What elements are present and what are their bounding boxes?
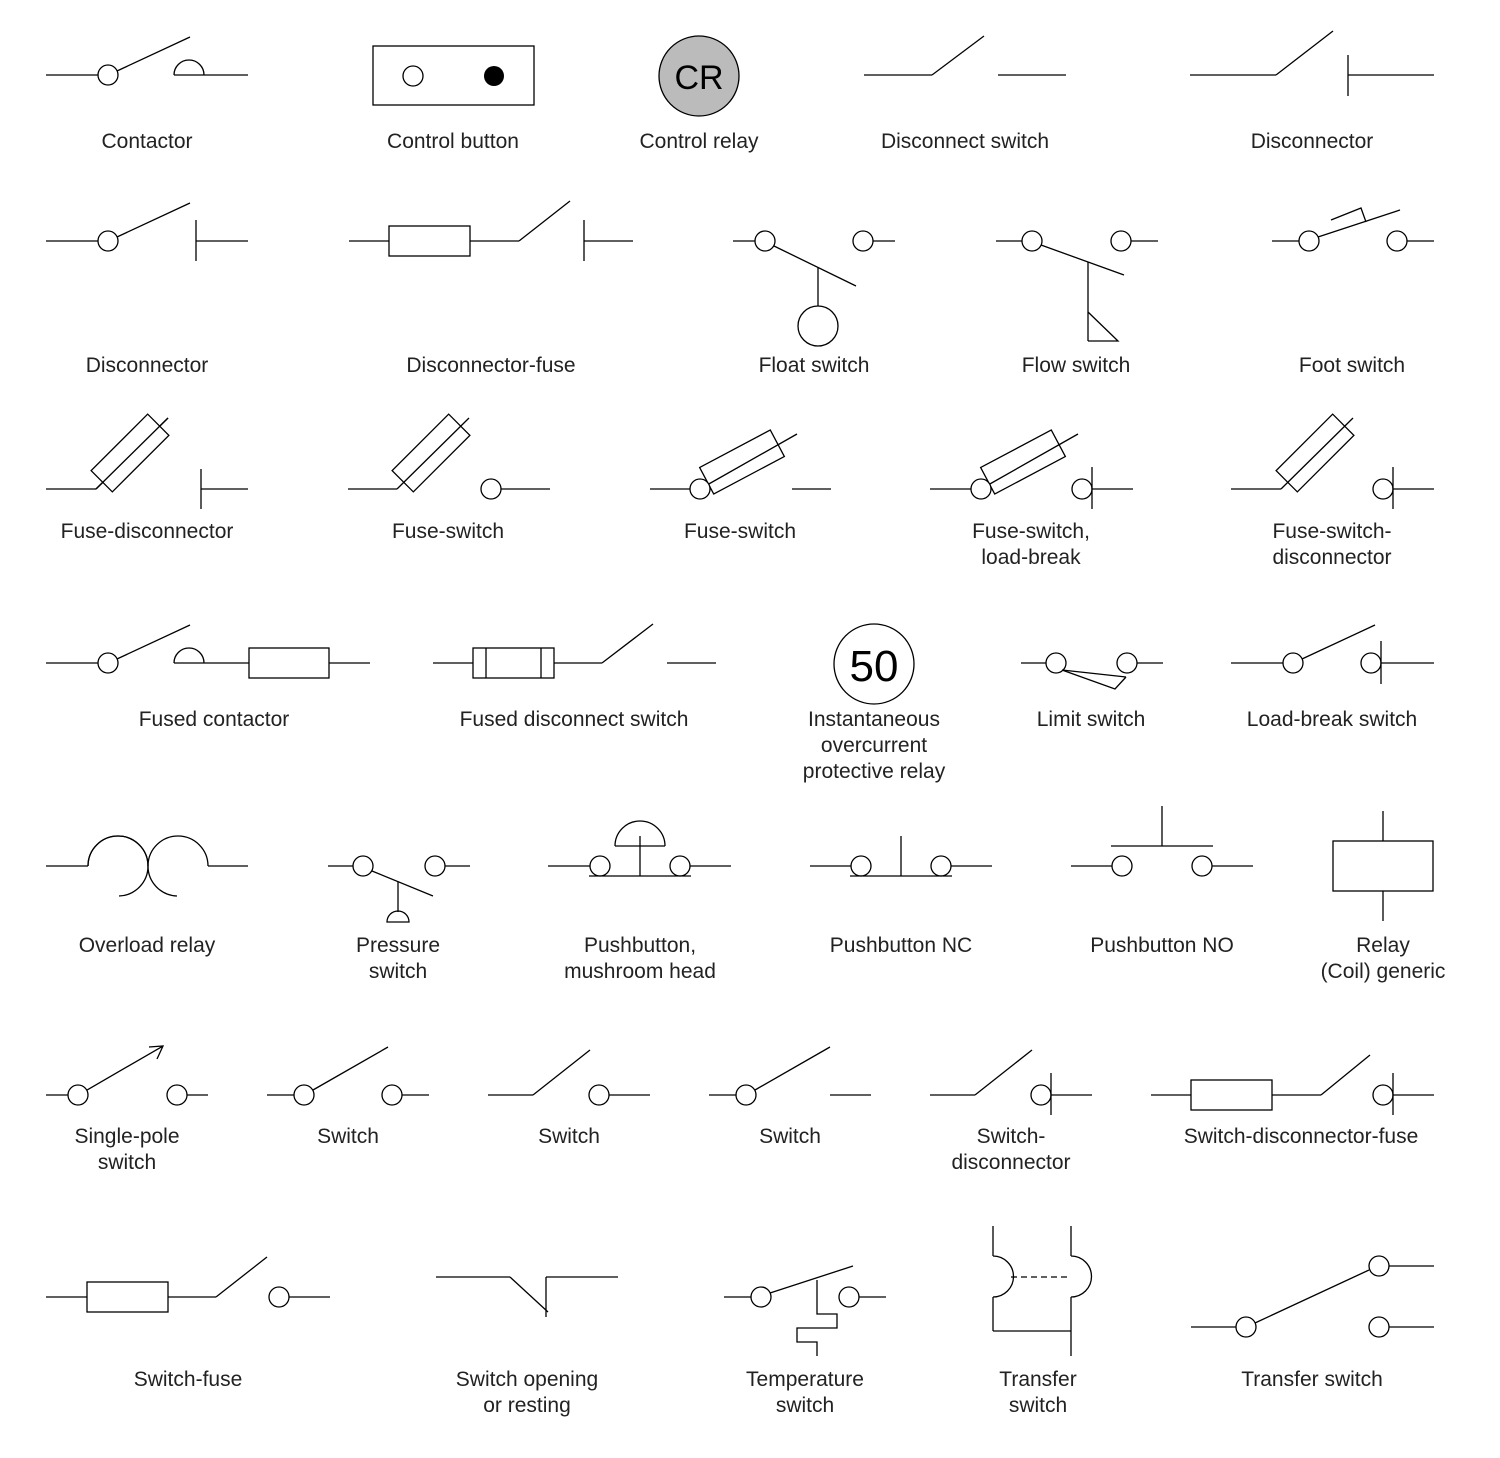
symbol-switch-1 bbox=[267, 1047, 429, 1148]
label-switch-disconnector-1: Switch- bbox=[976, 1125, 1046, 1148]
symbol-transfer-switch-1 bbox=[993, 1226, 1092, 1417]
label-single-pole-2: switch bbox=[97, 1151, 157, 1174]
label-instantaneous-3: protective relay bbox=[802, 760, 946, 783]
symbol-foot-switch bbox=[1272, 208, 1434, 377]
label-fuse-switch-disconnector-2: disconnector bbox=[1272, 546, 1392, 569]
symbol-float-switch bbox=[733, 231, 895, 377]
label-pressure-switch-2: switch bbox=[368, 960, 428, 983]
label-switch-3: Switch bbox=[759, 1125, 821, 1148]
label-pushbutton-no: Pushbutton NO bbox=[1090, 934, 1234, 957]
symbol-fuse-disconnector bbox=[46, 414, 248, 543]
label-instantaneous-2: overcurrent bbox=[820, 734, 928, 757]
label-single-pole-1: Single-pole bbox=[74, 1125, 180, 1148]
symbol-switch-3 bbox=[709, 1047, 871, 1148]
symbol-load-break-switch bbox=[1231, 625, 1434, 731]
label-float-switch: Float switch bbox=[758, 354, 870, 377]
label-fused-contactor: Fused contactor bbox=[138, 708, 290, 731]
symbol-fuse-switch-disconnector bbox=[1231, 414, 1434, 569]
symbol-switch-2 bbox=[488, 1050, 650, 1148]
symbol-disconnector-fuse bbox=[349, 201, 633, 377]
symbol-fuse-switch-load-break bbox=[930, 430, 1133, 569]
label-fuse-switch-load-break-2: load-break bbox=[981, 546, 1081, 569]
label-load-break-switch: Load-break switch bbox=[1246, 708, 1418, 731]
symbol-disconnect-switch bbox=[864, 36, 1066, 153]
label-fuse-switch-disconnector-1: Fuse-switch- bbox=[1272, 520, 1392, 543]
symbol-fuse-switch-1 bbox=[348, 414, 550, 543]
label-foot-switch: Foot switch bbox=[1298, 354, 1406, 377]
label-pushbutton-nc: Pushbutton NC bbox=[829, 934, 973, 957]
label-switch-fuse: Switch-fuse bbox=[133, 1368, 243, 1391]
symbol-switch-disconnector bbox=[930, 1050, 1092, 1174]
symbol-pressure-switch bbox=[328, 856, 470, 983]
label-pushbutton-mushroom-1: Pushbutton, bbox=[583, 934, 697, 957]
label-relay-coil-2: (Coil) generic bbox=[1320, 960, 1446, 983]
symbol-single-pole-switch bbox=[46, 1046, 208, 1174]
label-fuse-switch-1: Fuse-switch bbox=[391, 520, 505, 543]
control-relay-glyph: CR bbox=[674, 59, 724, 97]
label-relay-coil-1: Relay bbox=[1356, 934, 1410, 957]
label-transfer-switch-2: Transfer switch bbox=[1241, 1368, 1383, 1391]
label-limit-switch: Limit switch bbox=[1036, 708, 1146, 731]
label-fuse-switch-load-break-1: Fuse-switch, bbox=[972, 520, 1090, 543]
label-flow-switch: Flow switch bbox=[1021, 354, 1131, 377]
label-switch-2: Switch bbox=[538, 1125, 600, 1148]
label-instantaneous-1: Instantaneous bbox=[808, 708, 940, 731]
symbol-disconnector-2 bbox=[46, 203, 248, 377]
symbol-flow-switch bbox=[996, 231, 1158, 377]
label-fused-disconnect-switch: Fused disconnect switch bbox=[459, 708, 689, 731]
label-switch-disconnector-fuse: Switch-disconnector-fuse bbox=[1183, 1125, 1419, 1148]
symbol-pushbutton-no bbox=[1071, 806, 1253, 957]
symbol-temperature-switch bbox=[724, 1266, 886, 1417]
label-switch-1: Switch bbox=[317, 1125, 379, 1148]
symbol-fuse-switch-2 bbox=[650, 430, 831, 543]
symbol-disconnector-1 bbox=[1190, 31, 1434, 153]
label-switch-opening-1: Switch opening bbox=[455, 1368, 599, 1391]
symbol-fused-disconnect-switch bbox=[433, 624, 716, 731]
instantaneous-relay-glyph: 50 bbox=[849, 642, 899, 691]
symbol-relay-coil-generic bbox=[1321, 811, 1446, 983]
label-disconnector-2: Disconnector bbox=[85, 354, 209, 377]
label-control-relay: Control relay bbox=[639, 130, 759, 153]
label-contactor: Contactor bbox=[101, 130, 193, 153]
label-fuse-switch-2: Fuse-switch bbox=[683, 520, 797, 543]
label-control-button: Control button bbox=[387, 130, 519, 153]
symbol-switch-opening-or-resting bbox=[436, 1277, 618, 1417]
symbol-pushbutton-mushroom-head bbox=[548, 821, 731, 983]
symbol-switch-fuse bbox=[46, 1257, 330, 1391]
symbol-overload-relay bbox=[46, 836, 248, 957]
label-transfer-switch-1b: switch bbox=[1008, 1394, 1068, 1417]
label-transfer-switch-1a: Transfer bbox=[999, 1368, 1077, 1391]
label-switch-disconnector-2: disconnector bbox=[951, 1151, 1071, 1174]
label-temperature-switch-2: switch bbox=[775, 1394, 835, 1417]
label-disconnector-fuse: Disconnector-fuse bbox=[406, 354, 576, 377]
symbol-limit-switch bbox=[1021, 653, 1163, 731]
label-fuse-disconnector: Fuse-disconnector bbox=[60, 520, 234, 543]
label-temperature-switch-1: Temperature bbox=[746, 1368, 864, 1391]
label-disconnect-switch: Disconnect switch bbox=[880, 130, 1050, 153]
label-overload-relay: Overload relay bbox=[78, 934, 216, 957]
symbol-contactor bbox=[46, 37, 248, 153]
label-switch-opening-2: or resting bbox=[483, 1394, 571, 1417]
label-pressure-switch-1: Pressure bbox=[355, 934, 441, 957]
symbol-pushbutton-nc bbox=[810, 836, 992, 957]
label-pushbutton-mushroom-2: mushroom head bbox=[564, 960, 716, 983]
symbol-control-button bbox=[373, 46, 534, 153]
symbol-switch-disconnector-fuse bbox=[1151, 1055, 1434, 1148]
label-disconnector-1: Disconnector bbox=[1250, 130, 1374, 153]
symbol-transfer-switch-2 bbox=[1191, 1256, 1434, 1391]
symbol-fused-contactor bbox=[46, 625, 370, 731]
symbol-control-relay bbox=[639, 36, 759, 153]
symbol-instantaneous-overcurrent-relay bbox=[803, 624, 946, 783]
